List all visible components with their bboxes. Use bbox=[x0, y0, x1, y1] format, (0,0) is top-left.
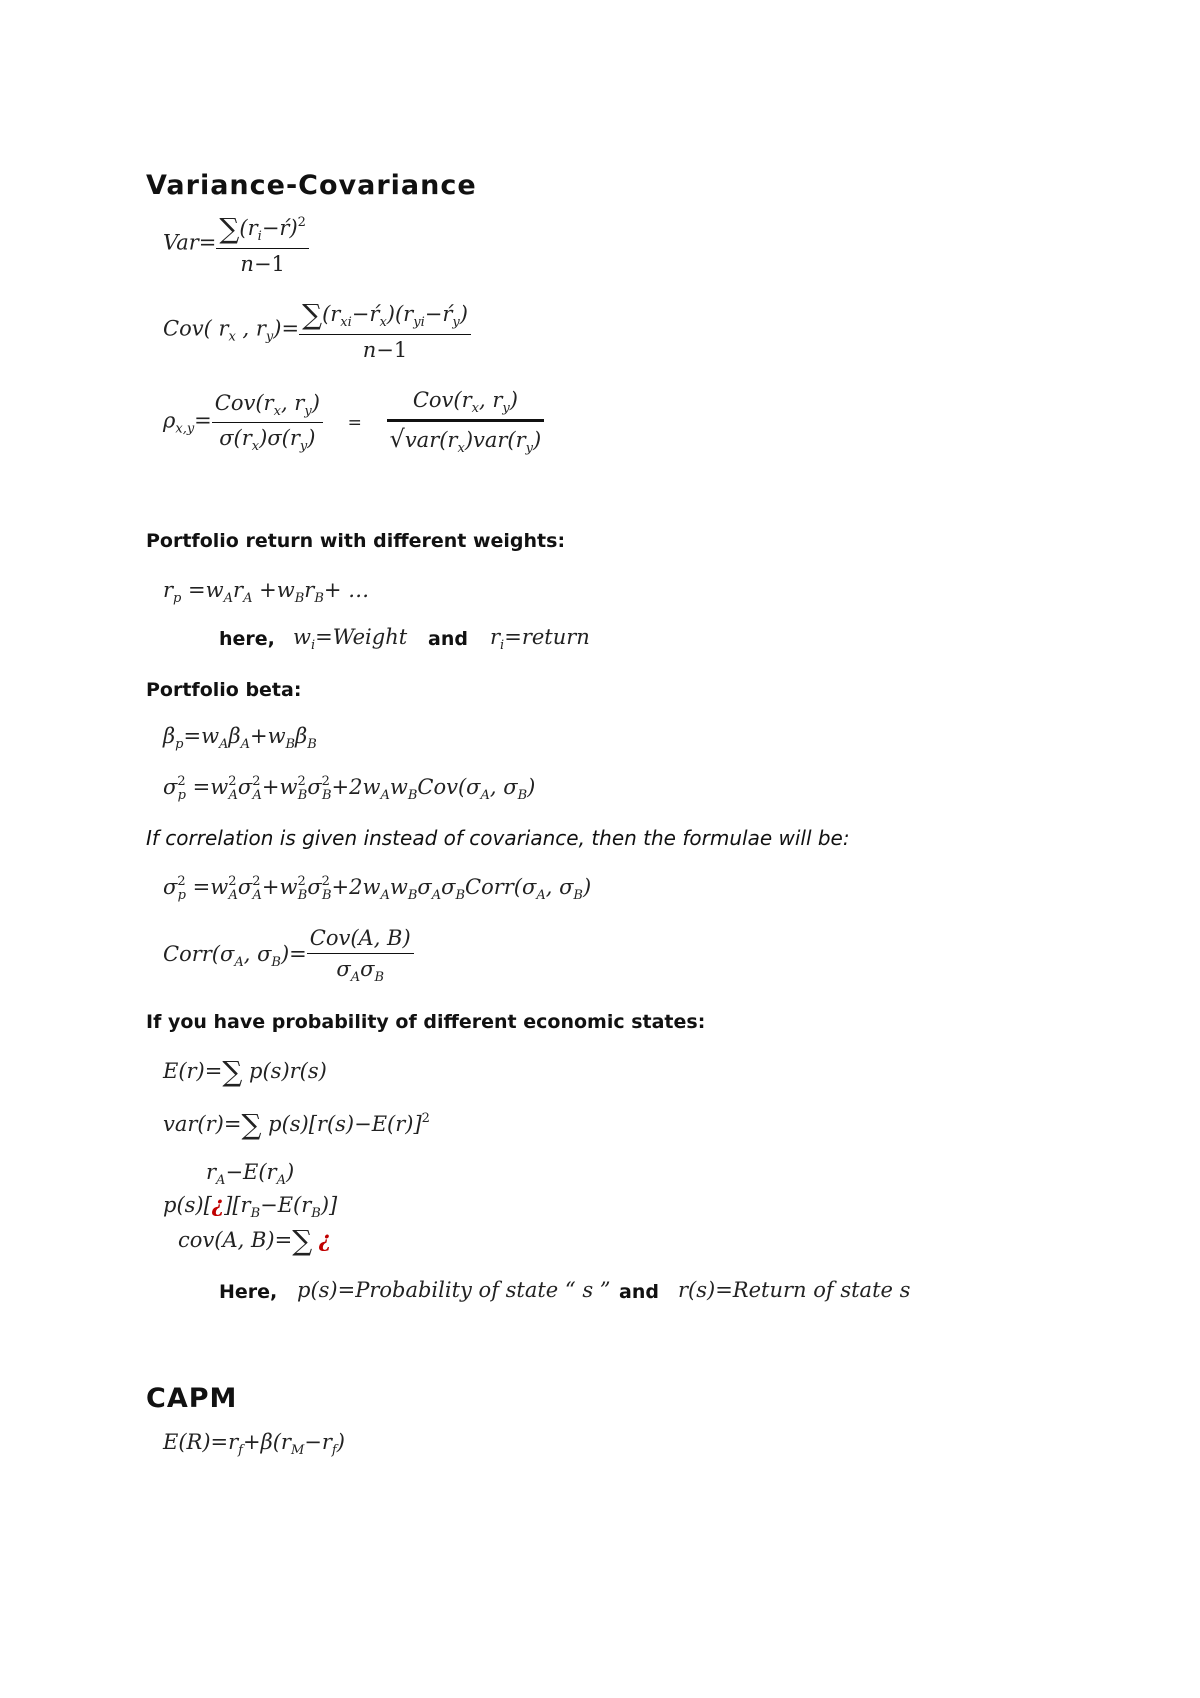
correlation-formula: $\rho_{x,y}=$ $\frac{Cov(r_x, r_y)}{\sigma(r_x)\sigma(r_y)}$ = $\frac{Cov(r_x, r_y)}{√var(r_x)var(r_y)}$ bbox=[163, 388, 544, 456]
state-return-definition: r(s)=Return of state s bbox=[678, 1278, 911, 1302]
and-label-1: and bbox=[428, 628, 468, 650]
variance-formula: Var= $\frac{\sum(r_i-ŕ)^2}{n-1}$ bbox=[163, 212, 309, 276]
covariance-states-line1: $r_A-E(r_A)$ bbox=[206, 1160, 295, 1188]
heading-variance-covariance: Variance-Covariance bbox=[146, 170, 477, 201]
heading-capm: CAPM bbox=[146, 1383, 238, 1414]
capm-formula: $E(R)=r_f+\beta(r_M-r_f)$ bbox=[163, 1430, 345, 1458]
correlation-ab-formula: $Corr(\sigma_A$, $\sigma_B)=$ $\frac{\text{Cov(A, B)}}{\sigma_A\sigma_B}$ bbox=[163, 926, 414, 985]
variance-states-formula: var(r)=∑ $p(s)[r(s)-E(r)]^2$ bbox=[163, 1108, 430, 1141]
heading-portfolio-beta: Portfolio beta: bbox=[146, 679, 302, 701]
equals-sign: = bbox=[347, 412, 362, 433]
portfolio-variance-corr-formula: $\sigma^2_p$ $=w^2_A\sigma^2_A+w^2_B\sigma^2_B+2w_Aw_B\sigma_A\sigma_BCorr(\sigma_A$, $\sigma_B$) bbox=[163, 874, 592, 903]
here-label: here, bbox=[219, 628, 275, 650]
weight-definition: $w_i=Weight$ bbox=[293, 625, 408, 653]
and-label-2: and bbox=[619, 1281, 659, 1303]
heading-economic-states: If you have probability of different economic states: bbox=[146, 1011, 706, 1033]
here-label-2: Here, bbox=[219, 1281, 278, 1303]
correlation-note: If correlation is given instead of covariance, then the formulae will be: bbox=[146, 826, 850, 850]
return-definition: $r_i=return$ bbox=[490, 625, 590, 653]
portfolio-beta-formula: $\beta_p=w_A\beta_A+w_B\beta_B$ bbox=[163, 724, 317, 752]
covariance-states-line2: $p(s)[¿][r_B-E(r_B)]$ bbox=[163, 1192, 338, 1221]
covariance-formula: Cov( $r_x$ , $r_y)=$ $\frac{\sum(r_{xi}-ŕ_x)(r_{yi}-ŕ_y)}{n-1}$ bbox=[163, 298, 471, 362]
expected-return-formula: E(r)=∑ p(s)r(s) bbox=[163, 1055, 327, 1088]
probability-definition: p(s)=Probability of state “ s ” bbox=[297, 1278, 611, 1302]
heading-portfolio-return: Portfolio return with different weights: bbox=[146, 530, 566, 552]
covariance-states-line3: cov(A, B)=∑ ¿ bbox=[178, 1224, 332, 1257]
portfolio-return-formula: $r_p =w_Ar_A +w_Br_B+$ … bbox=[163, 578, 370, 606]
portfolio-variance-formula: $\sigma^2_p =w^2_A\sigma^2_A+w^2_B\sigma^2_B+2w_Aw_BCov(\sigma_A$, $\sigma_B$) bbox=[163, 774, 536, 803]
